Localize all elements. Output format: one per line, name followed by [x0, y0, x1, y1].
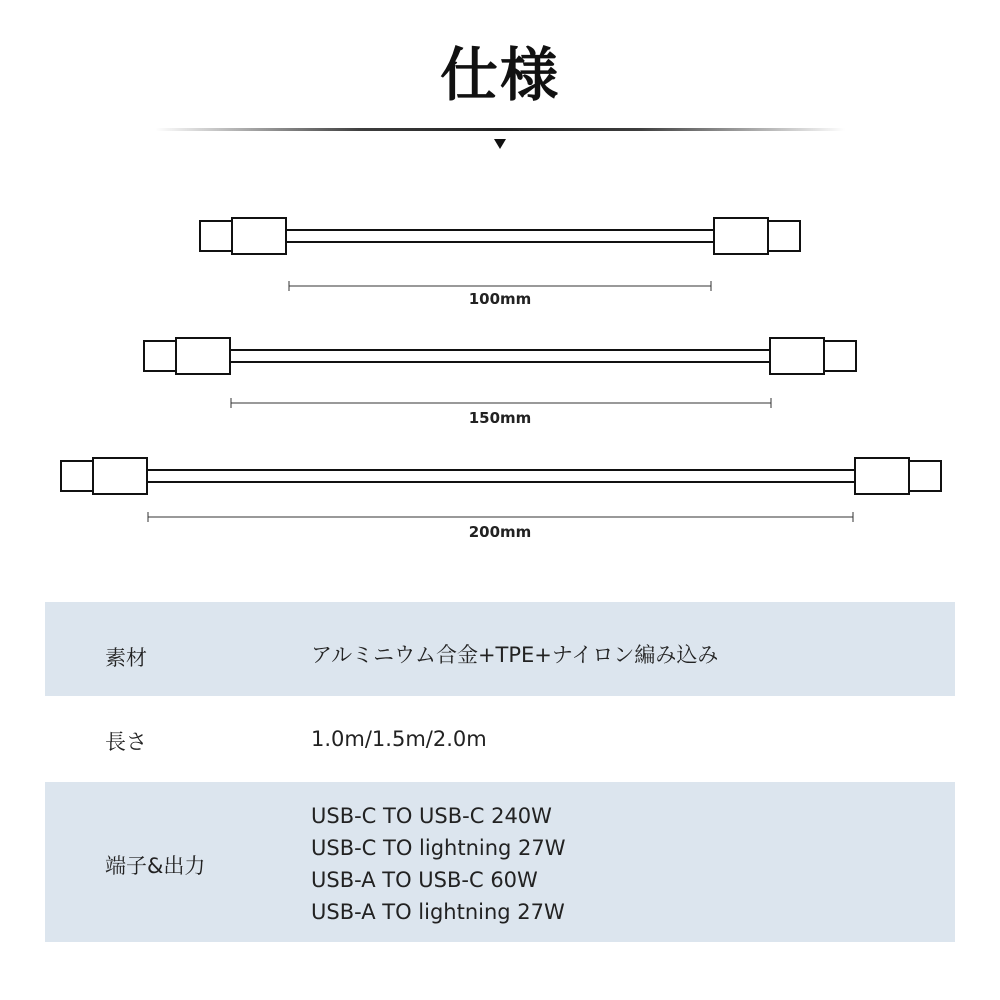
spec-value	[311, 723, 487, 755]
spec-row-length	[45, 696, 955, 782]
spec-label: 素材	[105, 646, 147, 670]
spec-table	[45, 602, 955, 942]
spec-value-line: アルミニウム合金+TPE+ナイロン編み込み	[311, 643, 719, 667]
spec-value	[311, 800, 566, 928]
usb-connector-body-left	[176, 338, 230, 374]
cable-wire	[147, 470, 855, 482]
spec-value	[311, 639, 718, 671]
spec-value-line: USB-A TO USB-C 60W	[311, 868, 538, 892]
length-label-200: 200mm	[468, 523, 532, 541]
length-label-100: 100mm	[468, 290, 532, 308]
cable-wire	[286, 230, 714, 242]
cable-200mm	[61, 458, 941, 541]
cable-wire	[230, 350, 770, 362]
usb-connector-tip-right	[768, 221, 800, 251]
cable-150mm	[144, 338, 856, 427]
usb-connector-tip-left	[200, 221, 232, 251]
spec-label: 長さ	[105, 730, 147, 754]
usb-connector-tip-left	[61, 461, 93, 491]
spec-row-terminal-output	[45, 782, 955, 942]
usb-connector-body-right	[855, 458, 909, 494]
usb-connector-body-right	[770, 338, 824, 374]
length-label-150: 150mm	[468, 409, 532, 427]
cable-100mm	[200, 218, 800, 308]
spec-value-line: 1.0m/1.5m/2.0m	[311, 727, 487, 751]
page-title: 仕様	[439, 41, 560, 109]
usb-connector-body-left	[93, 458, 147, 494]
spec-value-line: USB-A TO lightning 27W	[311, 900, 565, 924]
spec-label: 端子&出力	[105, 854, 206, 878]
spec-value-line: USB-C TO lightning 27W	[311, 836, 566, 860]
usb-connector-body-left	[232, 218, 286, 254]
spec-row-material	[45, 602, 955, 696]
usb-connector-tip-right	[824, 341, 856, 371]
usb-connector-body-right	[714, 218, 768, 254]
usb-connector-tip-right	[909, 461, 941, 491]
usb-connector-tip-left	[144, 341, 176, 371]
spec-value-line: USB-C TO USB-C 240W	[311, 804, 552, 828]
